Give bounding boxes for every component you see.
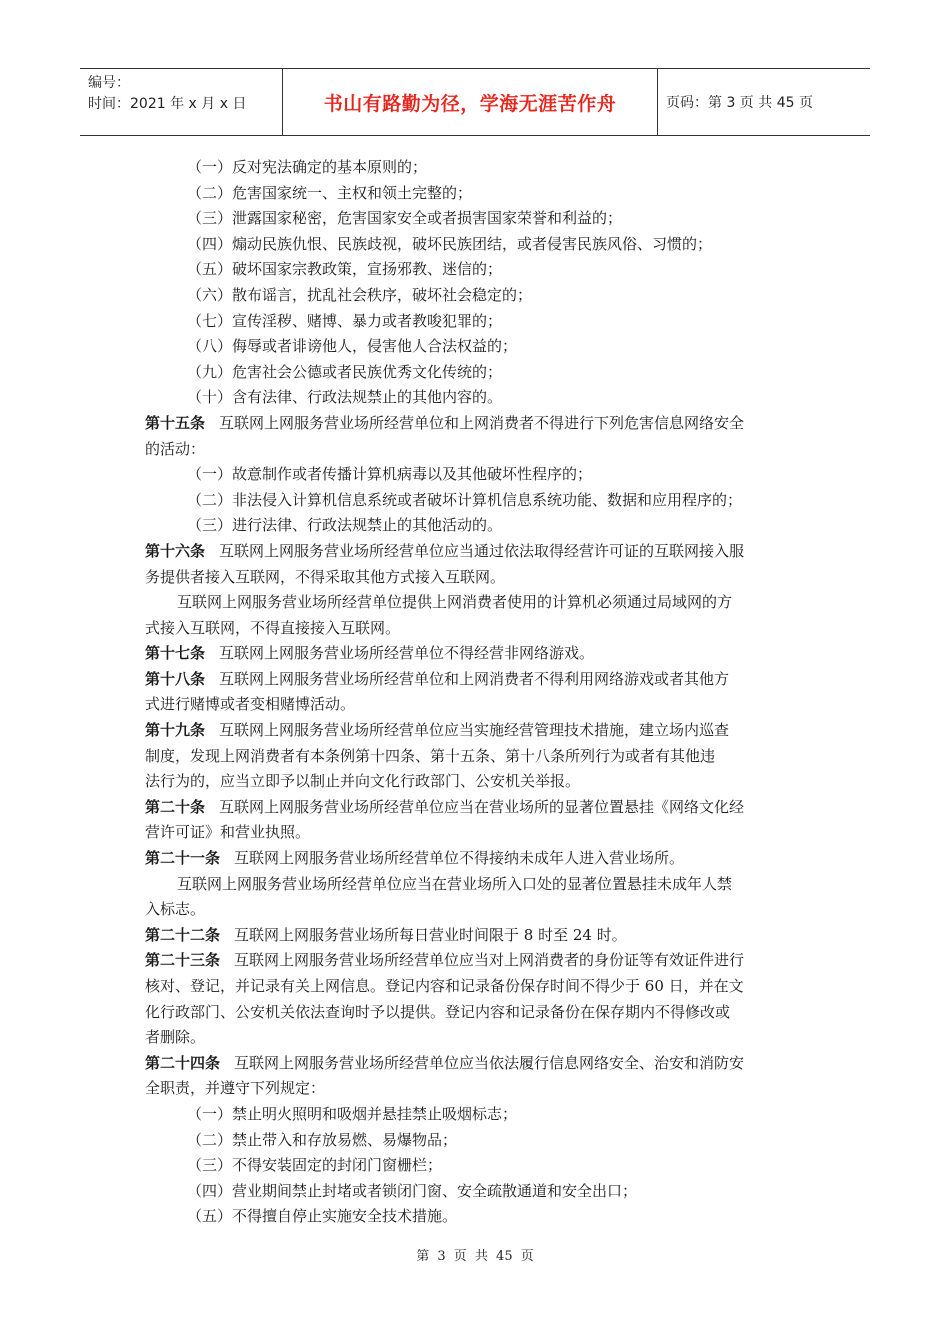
header-meta <box>80 69 283 135</box>
list-item: （五）破坏国家宗教政策，宣扬邪教、迷信的； <box>187 260 503 279</box>
article-text: 互联网上网服务营业场所每日营业时间限于 8 时至 24 时。 <box>234 925 627 944</box>
list-item: （二）非法侵入计算机信息系统或者破坏计算机信息系统功能、数据和应用程序的； <box>187 490 743 509</box>
article-23 <box>145 948 810 974</box>
article-title: 第二十二条 <box>145 925 221 944</box>
article-text: 式进行赌博或者变相赌博活动。 <box>145 695 356 714</box>
list-item: （七）宣传淫秽、赌博、暴力或者教唆犯罪的； <box>187 311 503 330</box>
list-item: （十）含有法律、行政法规禁止的其他内容的。 <box>187 388 503 407</box>
page-header <box>80 68 870 136</box>
article-text: 互联网上网服务营业场所经营单位不得接纳未成年人进入营业场所。 <box>234 849 685 868</box>
article-title: 第十九条 <box>145 721 206 740</box>
article-text: 互联网上网服务营业场所经营单位应当对上网消费者的身份证等有效证件进行 <box>234 951 745 970</box>
list-item: （三）泄露国家秘密，危害国家安全或者损害国家荣誉和利益的； <box>187 209 623 228</box>
document-body <box>145 155 810 1230</box>
list-item: （一）反对宪法确定的基本原则的； <box>187 158 428 176</box>
article-text: 互联网上网服务营业场所经营单位应当在营业场所的显著位置悬挂《网络文化经 <box>219 797 745 816</box>
header-motto: 书山有路勤为径，学海无涯苦作舟 <box>283 69 658 135</box>
article-text: 互联网上网服务营业场所经营单位和上网消费者不得进行下列危害信息网络安全 <box>219 413 745 432</box>
article-text: 者删除。 <box>145 1028 206 1047</box>
article-text: 互联网上网服务营业场所经营单位提供上网消费者使用的计算机必须通过局域网的方 <box>177 593 733 612</box>
article-text: 互联网上网服务营业场所经营单位不得经营非网络游戏。 <box>219 644 595 663</box>
article-16 <box>145 539 810 565</box>
article-text: 入标志。 <box>145 900 206 919</box>
list-item: （二）禁止带入和存放易燃、易爆物品； <box>187 1130 458 1149</box>
article-20 <box>145 795 810 821</box>
article-text: 全职责，并遵守下列规定： <box>145 1079 326 1098</box>
article-24 <box>145 1051 810 1077</box>
article-22 <box>145 923 810 949</box>
list-item: （三）进行法律、行政法规禁止的其他活动的。 <box>187 516 503 535</box>
article-title: 第十八条 <box>145 669 206 688</box>
list-item: （一）故意制作或者传播计算机病毒以及其他破坏性程序的； <box>187 465 593 484</box>
list-item: （六）散布谣言，扰乱社会秩序，破坏社会稳定的； <box>187 285 533 304</box>
article-text: 务提供者接入互联网，不得采取其他方式接入互联网。 <box>145 567 506 586</box>
list-item: （五）不得擅自停止实施安全技术措施。 <box>187 1207 458 1226</box>
list-item: （八）侮辱或者诽谤他人，侵害他人合法权益的； <box>187 337 518 356</box>
list-item: （三）不得安装固定的封闭门窗栅栏； <box>187 1156 443 1175</box>
article-title: 第二十一条 <box>145 849 221 868</box>
article-text: 化行政部门、公安机关依法查询时予以提供。登记内容和记录备份在保存期内不得修改或 <box>145 1002 731 1021</box>
article-text: 式接入互联网，不得直接接入互联网。 <box>145 618 401 637</box>
article-text: 法行为的，应当立即予以制止并向文化行政部门、公安机关举报。 <box>145 772 581 791</box>
article-text: 互联网上网服务营业场所经营单位应当实施经营管理技术措施，建立场内巡查 <box>219 721 730 740</box>
article-title: 第二十四条 <box>145 1053 221 1072</box>
article-text: 互联网上网服务营业场所经营单位应当通过依法取得经营许可证的互联网接入服 <box>219 541 745 560</box>
header-page-number: 页码：第 3 页 共 45 页 <box>666 95 813 111</box>
document-date: 时间：2021 年 x 月 x 日 <box>88 96 247 112</box>
article-text: 互联网上网服务营业场所经营单位应当在营业场所入口处的显著位置悬挂未成年人禁 <box>177 874 733 893</box>
article-18 <box>145 667 810 693</box>
article-text: 营许可证》和营业执照。 <box>145 823 311 842</box>
list-item: （二）危害国家统一、主权和领土完整的； <box>187 183 473 202</box>
article-text: 互联网上网服务营业场所经营单位和上网消费者不得利用网络游戏或者其他方 <box>219 669 730 688</box>
article-title: 第十五条 <box>145 413 206 432</box>
list-item: （九）危害社会公德或者民族优秀文化传统的； <box>187 362 503 381</box>
list-item: （一）禁止明火照明和吸烟并悬挂禁止吸烟标志； <box>187 1104 518 1123</box>
page-footer: 第 3 页 共 45 页 <box>416 1249 534 1264</box>
article-text: 互联网上网服务营业场所经营单位应当依法履行信息网络安全、治安和消防安 <box>234 1053 745 1072</box>
article-17 <box>145 641 810 667</box>
document-number: 编号： <box>88 75 130 91</box>
article-21 <box>145 846 810 872</box>
list-item: （四）煽动民族仇恨、民族歧视，破坏民族团结，或者侵害民族风俗、习惯的； <box>187 234 713 253</box>
article-text: 制度，发现上网消费者有本条例第十四条、第十五条、第十八条所列行为或者有其他违 <box>145 746 716 765</box>
article-text: 核对、登记，并记录有关上网信息。登记内容和记录备份保存时间不得少于 60 日，并在文 <box>145 977 744 995</box>
article-title: 第十六条 <box>145 541 206 560</box>
article-text: 的活动： <box>145 439 206 458</box>
list-item: （四）营业期间禁止封堵或者锁闭门窗、安全疏散通道和安全出口； <box>187 1181 638 1200</box>
article-19 <box>145 718 810 744</box>
article-title: 第二十三条 <box>145 951 221 970</box>
article-title: 第十七条 <box>145 644 206 663</box>
article-title: 第二十条 <box>145 797 206 816</box>
article-15 <box>145 411 810 437</box>
